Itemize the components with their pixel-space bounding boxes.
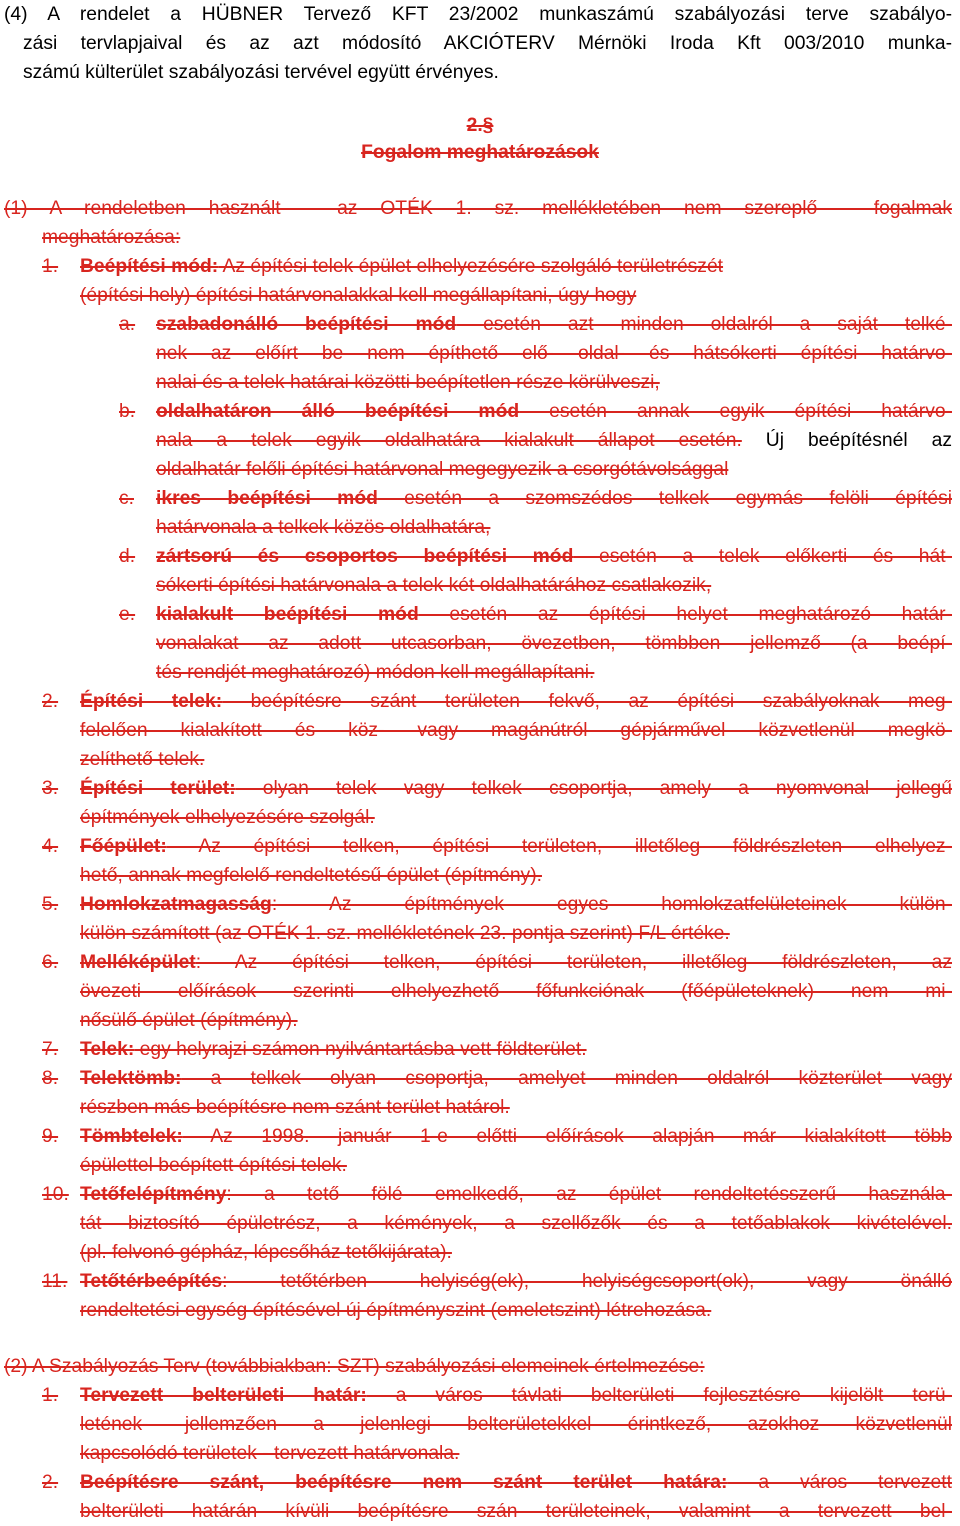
elem1-line-3: kapcsolódó területek - tervezett határvonala. [80, 1443, 460, 1464]
elem2-line-1 [80, 1468, 952, 1497]
def9-text: Az 1998. január 1-e előtti előírások alapján már kialakított több [182, 1126, 952, 1147]
def1a-line-1 [156, 310, 952, 339]
def5-term: Homlokzatmagasság [80, 894, 272, 915]
elem1-line-2: letének- jellemzően a jelenlegi belterületekkel érintkező, azokhoz közvetlenül [80, 1414, 952, 1435]
intro-line-3: számú külterület szabályozási tervével együtt érvényes. [23, 62, 499, 83]
def2-term: Építési telek: [80, 691, 223, 712]
def9-line-2: épülettel beépített építési telek. [80, 1155, 347, 1176]
def4-term: Főépület: [80, 836, 167, 857]
def5-line-2: külön számított (az OTÉK 1. sz. mellékletének 23. pontja szerint) F/L értéke. [80, 923, 730, 944]
def3-line-2: építmények elhelyezésére szolgál. [80, 807, 375, 828]
def1e-text: esetén az építési helyet meghatározó határ- [418, 604, 952, 625]
def1-number: 1. [42, 256, 59, 277]
intro-line-2: zási tervlapjaival és az azt módosító AKCIÓTERV Mérnöki Iroda Kft 003/2010 munka- [23, 33, 952, 54]
section-title: Fogalom meghatározások [361, 142, 599, 163]
def1d-line-2: sókerti építési határvonala a telek két oldalhatárához csatlakozik, [156, 575, 712, 596]
def8-line-1 [80, 1064, 952, 1093]
def1a-term: szabadonálló beépítési mód [156, 314, 457, 335]
def1-text: Az építési telek épület elhelyezésére szolgáló területrészét [218, 256, 724, 277]
elem2-number: 2. [42, 1472, 59, 1493]
para2-line-1: (2) A Szabályozás Terv (továbbiakban: SZT) szabályozási elemeinek értelmezése: [4, 1356, 705, 1377]
elem2-line-2: belterületi határán kívüli beépítésre szán területeinek, valamint a tervezett bel- [80, 1501, 952, 1522]
def6-term: Melléképület [80, 952, 196, 973]
def8-term: Telektömb: [80, 1068, 182, 1089]
def1a-line-2: nek az előírt be nem építhető elő- oldal- és hátsókerti építési határvo- [156, 343, 952, 364]
def2-number: 2. [42, 691, 59, 712]
def10-line-1 [80, 1180, 952, 1209]
def1b-text: esetén annak egyik építési határvo- [519, 401, 952, 422]
def5-number: 5. [42, 894, 59, 915]
elem1-number: 1. [42, 1385, 59, 1406]
def1b-text-2b: Új beépítésnél az [741, 430, 952, 451]
intro-line-1: (4) A rendelet a HÜBNER Tervező KFT 23/2002 munkaszámú szabályozási terve szabályo- [4, 4, 952, 25]
def1c-label: c. [119, 488, 134, 509]
def10-term: Tetőfelépítmény [80, 1184, 227, 1205]
def1d-text: esetén a telek előkerti és hát- [573, 546, 952, 567]
def1-term: Beépítési mód: [80, 256, 219, 277]
def9-line-1 [80, 1122, 952, 1151]
def11-text: : tetőtérben helyiség(ek), helyiségcsoport(ok), vagy önálló [222, 1271, 952, 1292]
def1b-text-2: nala a telek egyik oldalhatára kialakult állapot esetén. [156, 430, 742, 451]
def2-line-2: felelően kialakított és köz- vagy magánútról gépjárművel közvetlenül megkö- [80, 720, 952, 741]
def10-number: 10. [42, 1184, 69, 1205]
def3-text: olyan telek vagy telkek csoportja, amely a nyomvonal jellegű [235, 778, 952, 799]
def1b-line-2 [156, 426, 952, 455]
def7-term: Telek: [80, 1039, 135, 1060]
def10-line-2: tát biztosító épületrész, a kémények, a szellőzők és a tetőablakok kivételével. [80, 1213, 952, 1234]
def8-line-2: részben más beépítésre nem szánt terület határol. [80, 1097, 510, 1118]
elem1-text: a város távlati belterületi fejlesztésre kijelölt terü- [366, 1385, 952, 1406]
def10-line-3: (pl. felvonó gépház, lépcsőház tetőkijárata). [80, 1242, 452, 1263]
def8-number: 8. [42, 1068, 59, 1089]
def1b-line-1 [156, 397, 952, 426]
def8-text: a telkek olyan csoportja, amelyet minden oldalról közterület vagy [181, 1068, 952, 1089]
section-number: 2.§ [466, 115, 494, 136]
def4-line-2: hető, annak megfelelő rendeltetésű épület (építmény). [80, 865, 542, 886]
def1a-line-3: nalai és a telek határai közötti beépítetlen része körülveszi, [156, 372, 660, 393]
def9-number: 9. [42, 1126, 59, 1147]
def2-line-1 [80, 687, 952, 716]
def6-number: 6. [42, 952, 59, 973]
def1e-term: kialakult beépítési mód [156, 604, 419, 625]
def4-number: 4. [42, 836, 59, 857]
def1a-label: a. [119, 314, 136, 335]
def1b-label: b. [119, 401, 136, 422]
def1d-term: zártsorú és csoportos beépítési mód [156, 546, 574, 567]
def6-line-3: nősülő épület (építmény). [80, 1010, 298, 1031]
elem2-text: a város tervezett [727, 1472, 952, 1493]
def3-line-1 [80, 774, 952, 803]
def1c-term: ikres beépítési mód [156, 488, 378, 509]
def6-text: : Az építési telken, építési területen, illetőleg földrészleten, az [195, 952, 952, 973]
def6-line-2: övezeti előírások szerinti elhelyezhető főfunkciónak (főépületeknek) nem mi- [80, 981, 952, 1002]
def5-line-1 [80, 890, 952, 919]
para1-line-1: (1) A rendeletben használt – az OTÉK 1. sz. mellékletében nem szereplő – fogalmak [4, 198, 952, 219]
def1e-line-2: vonalakat az adott utcasorban, övezetben, tömbben jellemző (a beépí- [156, 633, 952, 654]
def1e-line-3: tés rendjét meghatározó) módon kell megállapítani. [156, 662, 595, 683]
def11-number: 11. [42, 1271, 68, 1292]
def7-line-1 [80, 1035, 587, 1064]
def1b-line-3: oldalhatár felőli építési határvonal megegyezik a csorgótávolsággal [156, 459, 729, 480]
def11-term: Tetőtérbeépítés [80, 1271, 223, 1292]
def2-text: beépítésre szánt területen fekvő, az építési szabályoknak meg- [222, 691, 952, 712]
def1-line-1 [80, 252, 723, 281]
def9-term: Tömbtelek: [80, 1126, 183, 1147]
def4-line-1 [80, 832, 952, 861]
def11-line-2: rendeltetési egység építésével új építményszint (emeletszint) létrehozása. [80, 1300, 712, 1321]
def1d-label: d. [119, 546, 136, 567]
def7-text: egy helyrajzi számon nyilvántartásba vett földterület. [134, 1039, 587, 1060]
def4-text: Az építési telken, építési területen, illetőleg földrészleten elhelyez- [166, 836, 952, 857]
def2-line-3: zelíthető telek. [80, 749, 205, 770]
def1-line-2: (építési hely) építési határvonalakkal kell megállapítani, úgy hogy [80, 285, 637, 306]
def6-line-1 [80, 948, 952, 977]
def1c-text: esetén a szomszédos telkek egymás felöli építési [377, 488, 952, 509]
para1-line-2: meghatározása: [42, 227, 181, 248]
elem1-line-1 [80, 1381, 952, 1410]
def10-text: : a tető fölé emelkedő, az épület rendeltetésszerű használa- [226, 1184, 952, 1205]
def1c-line-2: határvonala a telkek közös oldalhatára, [156, 517, 491, 538]
def5-text: : Az építmények egyes homlokzatfelületeinek külön- [271, 894, 952, 915]
def1d-line-1 [156, 542, 952, 571]
def1e-line-1 [156, 600, 952, 629]
def1e-label: e. [119, 604, 136, 625]
def1a-text: esetén azt minden oldalról a saját telké- [456, 314, 952, 335]
def3-number: 3. [42, 778, 59, 799]
elem1-term: Tervezett belterületi határ: [80, 1385, 367, 1406]
def7-number: 7. [42, 1039, 59, 1060]
def3-term: Építési terület: [80, 778, 236, 799]
def11-line-1 [80, 1267, 952, 1296]
def1c-line-1 [156, 484, 952, 513]
elem2-term: Beépítésre szánt, beépítésre nem szánt terület határa: [80, 1472, 728, 1493]
def1b-term: oldalhatáron álló beépítési mód [156, 401, 520, 422]
